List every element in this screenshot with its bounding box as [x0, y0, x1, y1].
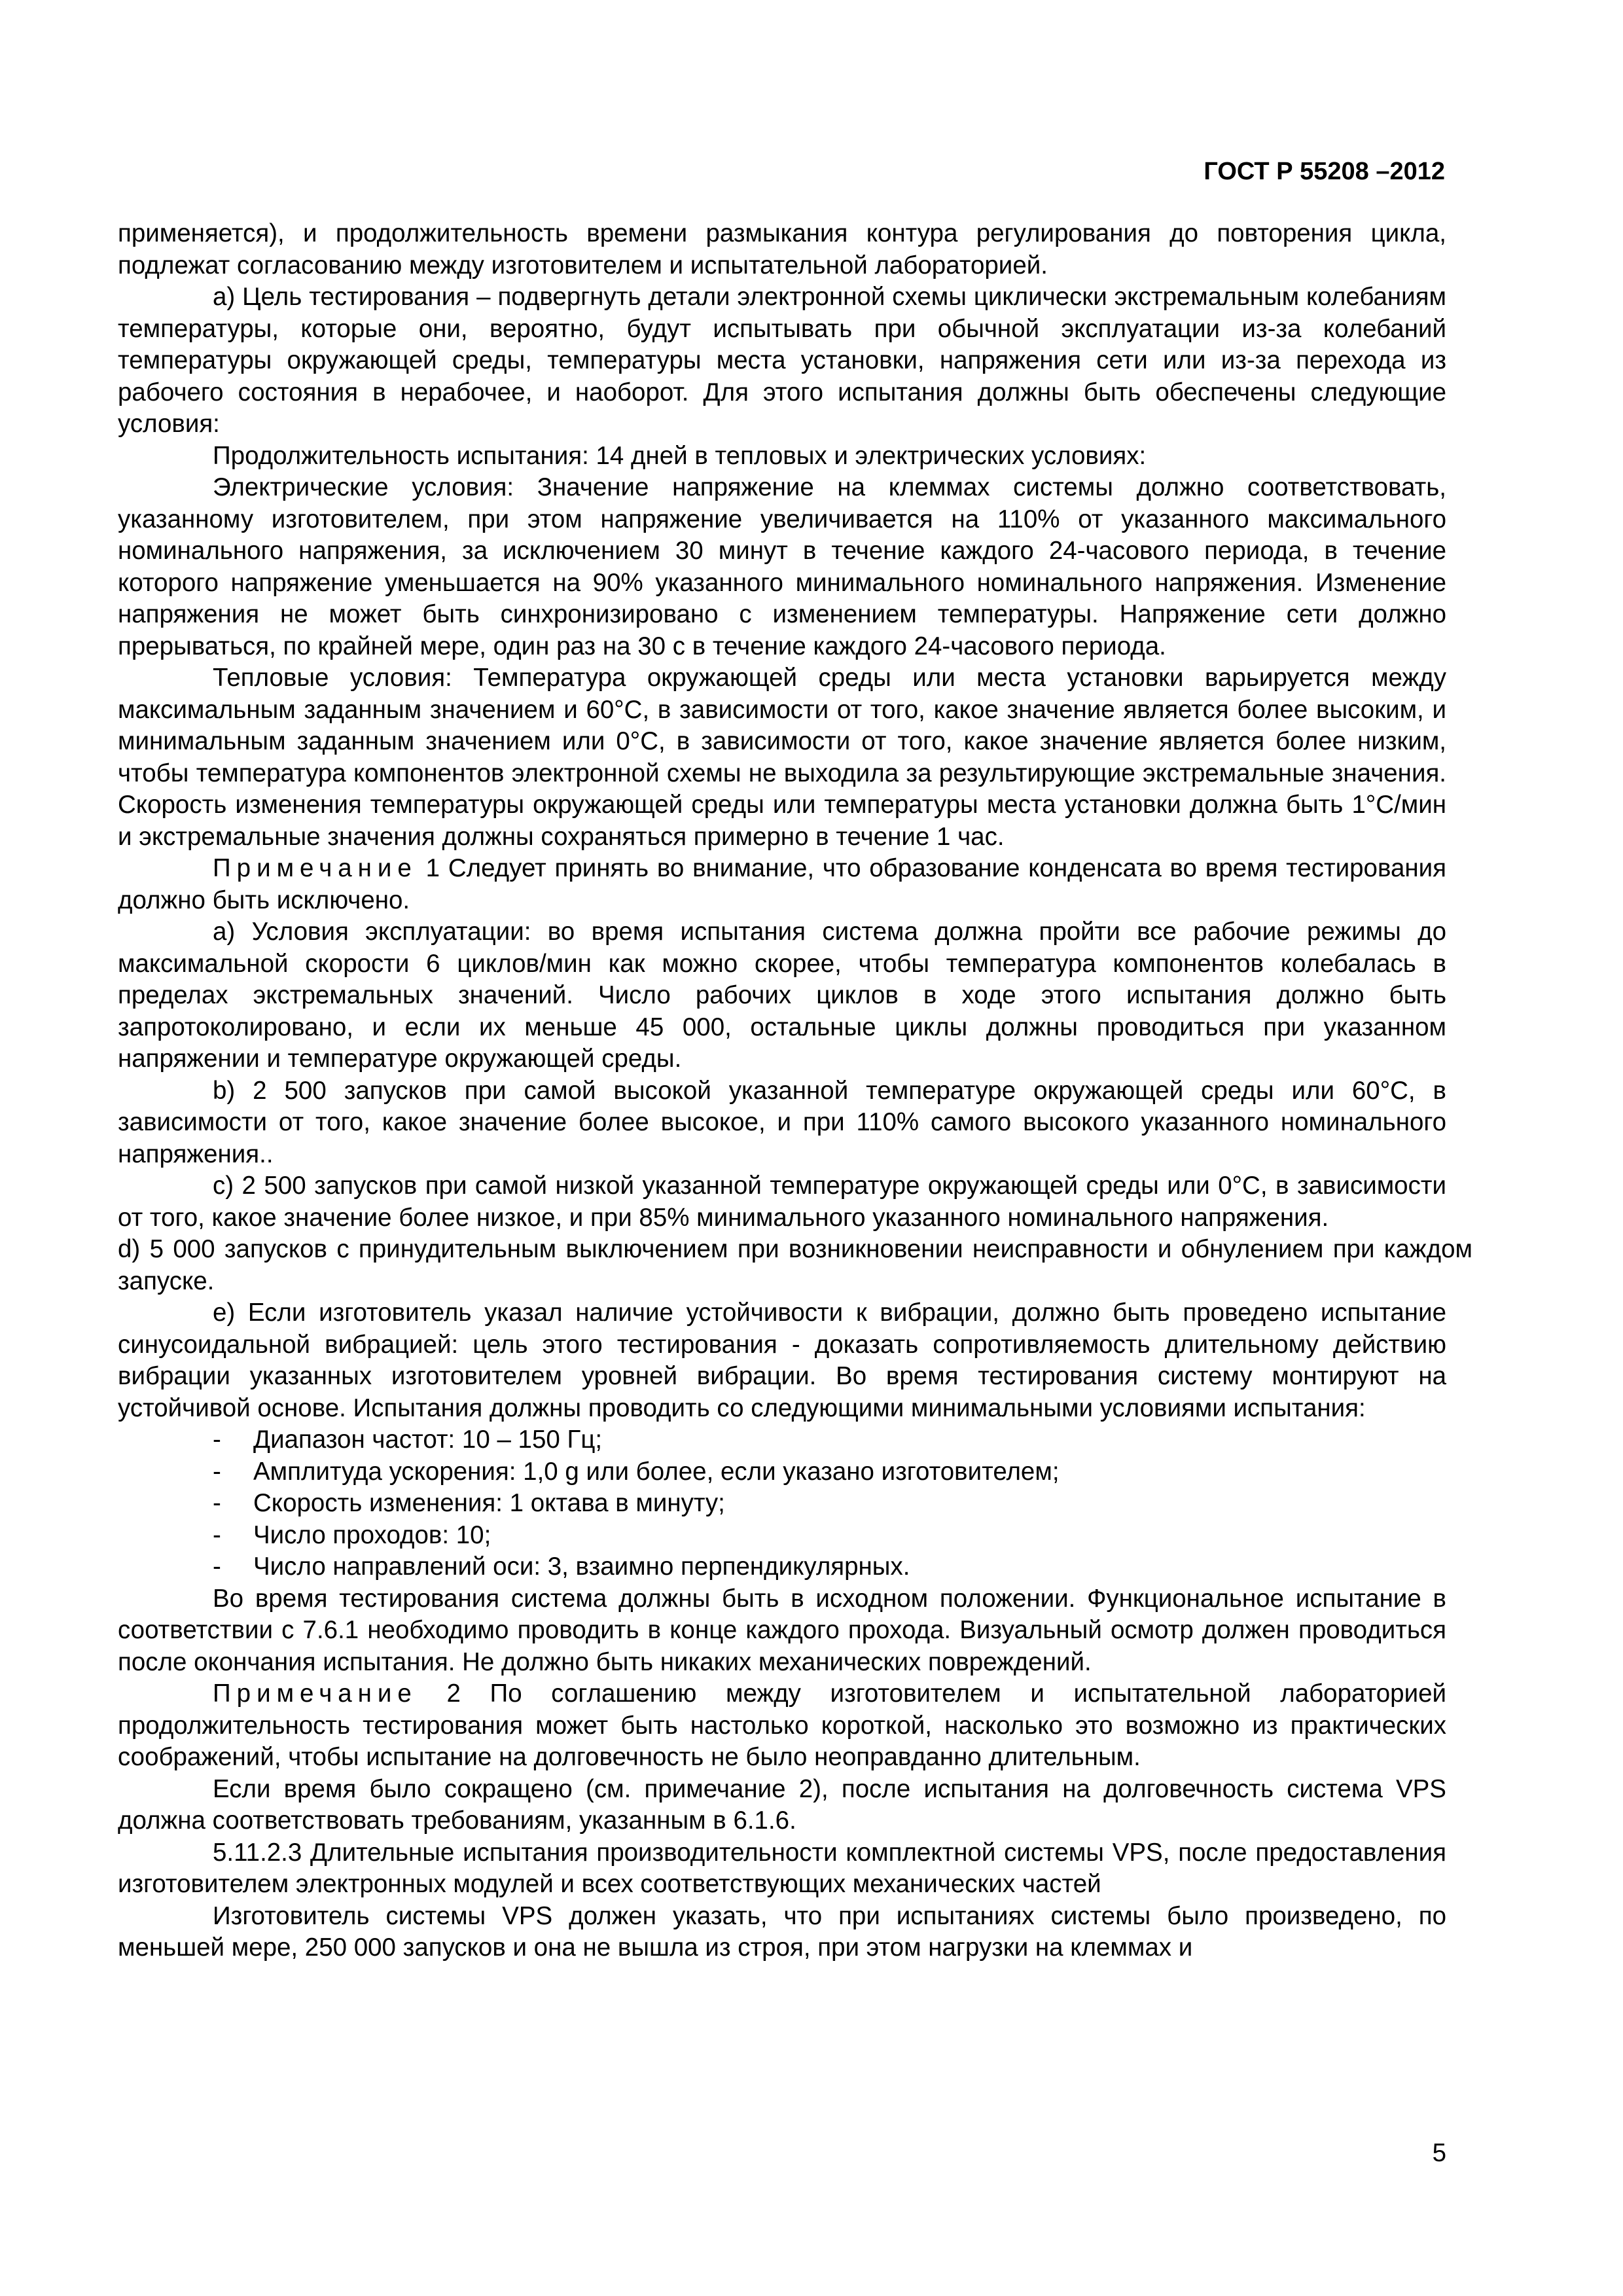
paragraph-thermal-conditions: Тепловые условия: Температура окружающей среды или места установки варьируется между максимальным заданным значением и 60°С, в зависимости от того, какое значение является более высоким, и минимальным заданным значением или 0°С, в зависимости от того, какое значение является более низким, чтобы температура компонентов электронной схемы не выходила за результирующие экстремальные значения. Скорость изменения температуры окружающей среды или температуры места установки должна быть 1°С/мин и экстремальные значения должны сохраняться примерно в течение 1 час.: [118, 664, 1446, 851]
note-2: [118, 1678, 1446, 1774]
list-dash: -: [213, 1426, 221, 1454]
document-number: ГОСТ Р 55208 –2012: [1204, 158, 1445, 185]
list-dash: -: [213, 1552, 221, 1581]
paragraph-manufacturer-statement: Изготовитель системы VPS должен указать, что при испытаниях системы было произведено, по меньшей мере, 250 000 запусков и она не вышла из строя, при этом нагрузки на клеммах и: [118, 1901, 1446, 1962]
note-1: [118, 853, 1446, 916]
list-dash: -: [213, 1457, 221, 1486]
document-body: [118, 218, 1472, 1964]
paragraph-item-d: d) 5 000 запусков с принудительным выключением при возникновении неисправности и обнулением при каждом запуске.: [118, 1235, 1472, 1295]
list-item: - Число направлений оси: 3, взаимно перпендикулярных.: [118, 1551, 1446, 1583]
paragraph-electrical-conditions: Электрические условия: Значение напряжение на клеммах системы должно соответствовать, указанному изготовителем, при этом напряжение увеличивается на 110% от указанного максимального номинального напряжения, за исключением 30 минут в течение каждого 24-часового периода, в течение которого напряжение уменьшается на 90% указанного минимального номинального напряжения. Изменение напряжения не может быть синхронизировано с изменением температуры. Напряжение сети должно прерываться, по крайней мере, один раз на 30 с в течение каждого 24-часового периода.: [118, 473, 1446, 660]
page-number: 5: [1432, 2139, 1446, 2167]
paragraph-item-b: b) 2 500 запусков при самой высокой указанной температуре окружающей среды или 60°С, в зависимости от того, какое значение более высокое, и при 110% самого высокого указанного номинального напряжения..: [118, 1076, 1446, 1168]
paragraph-shortened-time: Если время было сокращено (см. примечание 2), после испытания на долговечность система VPS должна соответствовать требованиям, указанным в 6.1.6.: [118, 1774, 1446, 1835]
paragraph-functional-test: Во время тестирования система должны быть в исходном положении. Функциональное испытание в соответствии с 7.6.1 необходимо проводить в конце каждого прохода. Визуальный осмотр должен проводиться после окончания испытания. Не должно быть никаких механических повреждений.: [118, 1584, 1446, 1676]
list-item: - Число проходов: 10;: [118, 1520, 1446, 1552]
list-dash: -: [213, 1520, 221, 1549]
paragraph-section-5-11-2-3: 5.11.2.3 Длительные испытания производительности комплектной системы VPS, после предоставления изготовителем электронных модулей и всех соответствующих механических частей: [118, 1838, 1446, 1898]
list-item: - Диапазон частот: 10 – 150 Гц;: [118, 1424, 1446, 1456]
vibration-conditions-list: [118, 1424, 1446, 1583]
paragraph-test-duration: Продолжительность испытания: 14 дней в тепловых и электрических условиях:: [213, 441, 1147, 470]
paragraph-operating-conditions: а) Условия эксплуатации: во время испытания система должна пройти все рабочие режимы до максимальной скорости 6 циклов/мин как можно скорее, чтобы температура компонентов колебалась в пределах экстремальных значений. Число рабочих циклов в ходе этого испытания должно быть запротоколировано, и если их меньше 45 000, остальные циклы должны проводиться при указанном напряжении и температуре окружающей среды.: [118, 918, 1446, 1073]
note-label: Примечание: [213, 854, 418, 882]
paragraph-continuation: применяется), и продолжительность времени размыкания контура регулирования до повторения цикла, подлежат согласованию между изготовителем и испытательной лабораторией.: [118, 219, 1446, 279]
list-dash: -: [213, 1489, 221, 1517]
note-2-text: 2 По соглашению между изготовителем и испытательной лабораторией продолжительность тестирования может быть настолько короткой, насколько это возможно из практических соображений, чтобы испытание на долговечность не было неоправданно длительным.: [118, 1679, 1446, 1771]
paragraph-test-goal: а) Цель тестирования – подвергнуть детали электронной схемы циклически экстремальным колебаниям температуры, которые они, вероятно, будут испытывать при обычной эксплуатации из-за колебаний температуры окружающей среды, температуры места установки, напряжения сети или из-за перехода из рабочего состояния в нерабочее, и наоборот. Для этого испытания должны быть обеспечены следующие условия:: [118, 283, 1446, 438]
paragraph-item-c: c) 2 500 запусков при самой низкой указанной температуре окружающей среды или 0°С, в зависимости от того, какое значение более низкое, и при 85% минимального указанного номинального напряжения.: [118, 1172, 1446, 1232]
note-1-text: 1 Следует принять во внимание, что образование конденсата во время тестирования должно быть исключено.: [118, 854, 1446, 914]
list-item: - Скорость изменения: 1 октава в минуту;: [118, 1488, 1446, 1520]
note-label: Примечание: [213, 1679, 418, 1708]
list-item: - Амплитуда ускорения: 1,0 g или более, если указано изготовителем;: [118, 1456, 1446, 1488]
paragraph-item-e: е) Если изготовитель указал наличие устойчивости к вибрации, должно быть проведено испытание синусоидальной вибрацией: цель этого тестирования - доказать сопротивляемость длительному действию вибрации указанных изготовителем уровней вибрации. Во время тестирования систему монтируют на устойчивой основе. Испытания должны проводить со следующими минимальными условиями испытания:: [118, 1299, 1446, 1422]
